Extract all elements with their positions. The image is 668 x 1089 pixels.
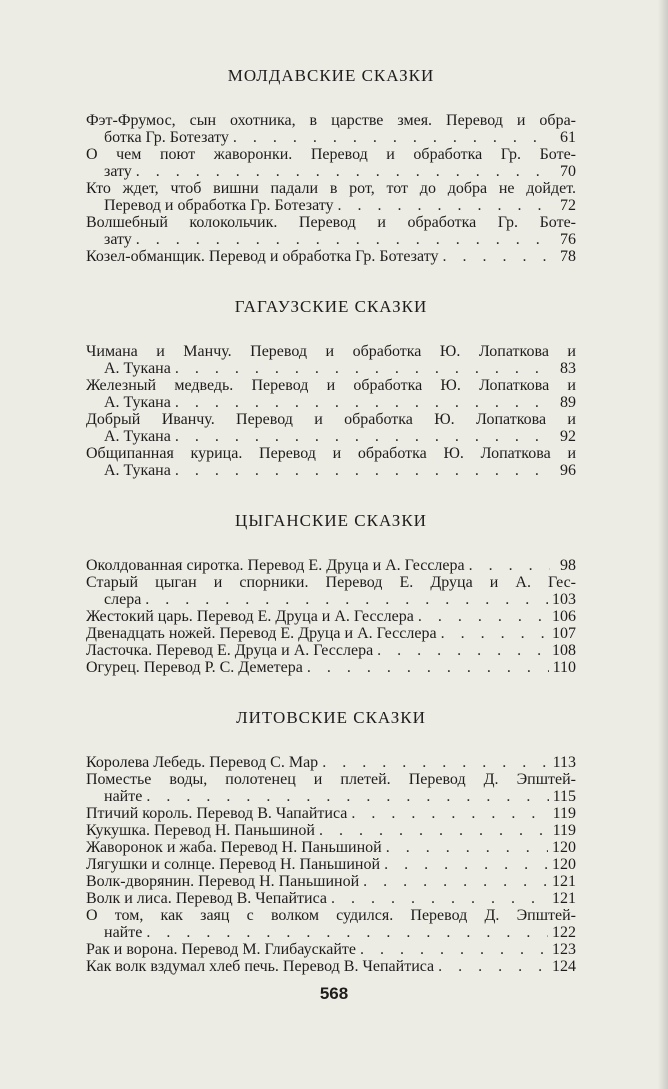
entry-last-line	[86, 890, 576, 907]
dot-leader	[384, 856, 548, 873]
entry-last-line	[86, 958, 576, 975]
dot-leader	[386, 839, 548, 856]
entry-title: ботка Гр. Ботезату	[104, 129, 229, 146]
entry-title: Рак и ворона. Перевод М. Глибаускайте	[86, 941, 356, 958]
entry-title: А. Тукана	[104, 462, 171, 479]
entry-title: слера	[104, 591, 142, 608]
entry-title-line: Волшебный колокольчик. Перевод и обработка Гр. Боте-	[86, 214, 576, 231]
entry-title-line: Общипанная курица. Перевод и обработка Ю. Лопаткова и	[86, 445, 576, 462]
entry-last-line	[86, 394, 576, 411]
toc-entry	[86, 343, 576, 377]
dot-leader	[175, 462, 550, 479]
dot-leader	[469, 557, 550, 574]
dot-leader	[441, 625, 548, 642]
entry-last-line	[86, 924, 576, 941]
toc-entry	[86, 248, 576, 265]
toc-entry	[86, 856, 576, 873]
entry-last-line	[86, 805, 576, 822]
entry-last-line	[86, 856, 576, 873]
entry-last-line	[86, 197, 576, 214]
toc-entry	[86, 214, 576, 248]
entry-title-line: О том, как заяц с волком судился. Перевод Д. Эпштей-	[86, 907, 576, 924]
entry-page-number: 119	[552, 822, 576, 839]
entry-page-number: 76	[560, 231, 576, 248]
entry-title: Жаворонок и жаба. Перевод Н. Паньшиной	[86, 839, 382, 856]
toc-entry	[86, 642, 576, 659]
entry-page-number: 83	[560, 360, 576, 377]
entry-page-number: 103	[552, 591, 576, 608]
entry-title: Ласточка. Перевод Е. Друца и А. Гесслера	[86, 642, 374, 659]
entry-title: найте	[104, 924, 143, 941]
entry-title-line: Железный медведь. Перевод и обработка Ю. Лопаткова и	[86, 377, 576, 394]
toc-entry	[86, 822, 576, 839]
entry-title-line: Чимана и Манчу. Перевод и обработка Ю. Лопаткова и	[86, 343, 576, 360]
entry-last-line	[86, 754, 576, 771]
dot-leader	[146, 788, 548, 805]
entry-last-line	[86, 163, 576, 180]
dot-leader	[418, 608, 548, 625]
entry-title-line: Старый цыган и спорники. Перевод Е. Друца и А. Гес-	[86, 574, 576, 591]
entry-title: Волк и лиса. Перевод В. Чепайтиса	[86, 890, 327, 907]
entry-page-number: 106	[552, 608, 576, 625]
entry-last-line	[86, 839, 576, 856]
entry-last-line	[86, 941, 576, 958]
dot-leader	[351, 805, 548, 822]
page-edge-shadow	[658, 0, 668, 1089]
entry-last-line	[86, 822, 576, 839]
dot-leader	[175, 394, 550, 411]
dot-leader	[331, 890, 548, 907]
entry-list	[86, 754, 576, 975]
toc-section	[86, 297, 576, 479]
entry-title: Лягушки и солнце. Перевод Н. Паньшиной	[86, 856, 381, 873]
entry-title: найте	[104, 788, 143, 805]
table-of-contents	[86, 66, 576, 975]
section-title: ГАГАУЗСКИЕ СКАЗКИ	[234, 297, 428, 316]
dot-leader	[360, 941, 548, 958]
section-title: ЛИТОВСКИЕ СКАЗКИ	[236, 708, 426, 727]
page-number: 568	[319, 984, 349, 1003]
entry-page-number: 123	[552, 941, 576, 958]
entry-page-number: 120	[552, 856, 576, 873]
entry-page-number: 92	[560, 428, 576, 445]
entry-last-line	[86, 659, 576, 676]
toc-entry	[86, 839, 576, 856]
entry-last-line	[86, 557, 576, 574]
entry-list	[86, 343, 576, 479]
entry-title: Огурец. Перевод Р. С. Деметера	[86, 659, 303, 676]
entry-title: А. Тукана	[104, 394, 171, 411]
entry-last-line	[86, 788, 576, 805]
entry-page-number: 98	[560, 557, 576, 574]
entry-last-line	[86, 642, 576, 659]
dot-leader	[233, 129, 550, 146]
entry-page-number: 89	[560, 394, 576, 411]
entry-page-number: 121	[552, 890, 576, 907]
toc-entry	[86, 890, 576, 907]
toc-entry	[86, 411, 576, 445]
entry-title: Волк-дворянин. Перевод Н. Паньшиной	[86, 873, 360, 890]
dot-leader	[175, 360, 550, 377]
entry-page-number: 120	[552, 839, 576, 856]
toc-entry	[86, 805, 576, 822]
dot-leader	[307, 659, 549, 676]
toc-entry	[86, 608, 576, 625]
entry-title: зату	[104, 163, 132, 180]
entry-title: А. Тукана	[104, 360, 171, 377]
toc-entry	[86, 112, 576, 146]
entry-page-number: 96	[560, 462, 576, 479]
entry-title: Птичий король. Перевод В. Чапайтиса	[86, 805, 348, 822]
dot-leader	[438, 958, 548, 975]
entry-title: Королева Лебедь. Перевод С. Мар	[86, 754, 319, 771]
entry-title: А. Тукана	[104, 428, 171, 445]
entry-last-line	[86, 873, 576, 890]
dot-leader	[146, 924, 548, 941]
dot-leader	[322, 754, 548, 771]
section-title: МОЛДАВСКИЕ СКАЗКИ	[227, 66, 435, 85]
entry-page-number: 70	[560, 163, 576, 180]
entry-page-number: 119	[552, 805, 576, 822]
entry-last-line	[86, 625, 576, 642]
dot-leader	[338, 197, 550, 214]
toc-entry	[86, 754, 576, 771]
dot-leader	[136, 231, 550, 248]
toc-entry	[86, 907, 576, 941]
entry-title: Как волк вздумал хлеб печь. Перевод В. Чепайтиса	[86, 958, 435, 975]
entry-title: Кукушка. Перевод Н. Паньшиной	[86, 822, 315, 839]
entry-last-line	[86, 591, 576, 608]
entry-page-number: 110	[552, 659, 576, 676]
dot-leader	[175, 428, 550, 445]
entry-title-line: Кто ждет, чтоб вишни падали в рот, тот до добра не дойдет.	[86, 180, 576, 197]
toc-entry	[86, 445, 576, 479]
toc-section	[86, 708, 576, 975]
toc-section	[86, 511, 576, 676]
entry-last-line	[86, 129, 576, 146]
dot-leader	[319, 822, 549, 839]
dot-leader	[145, 591, 548, 608]
entry-page-number: 113	[552, 754, 576, 771]
entry-last-line	[86, 360, 576, 377]
entry-title: Жестокий царь. Перевод Е. Друца и А. Гесслера	[86, 608, 414, 625]
entry-last-line	[86, 231, 576, 248]
entry-title: зату	[104, 231, 132, 248]
entry-title-line: О чем поют жаворонки. Перевод и обработка Гр. Боте-	[86, 146, 576, 163]
dot-leader	[377, 642, 548, 659]
entry-page-number: 61	[560, 129, 576, 146]
dot-leader	[363, 873, 548, 890]
toc-entry	[86, 557, 576, 574]
entry-last-line	[86, 428, 576, 445]
entry-title-line: Поместье воды, полотенец и плетей. Перевод Д. Эпштей-	[86, 771, 576, 788]
entry-title: Перевод и обработка Гр. Ботезату	[104, 197, 334, 214]
entry-last-line	[86, 608, 576, 625]
dot-leader	[136, 163, 550, 180]
entry-list	[86, 112, 576, 265]
toc-entry	[86, 146, 576, 180]
entry-title-line: Добрый Иванчу. Перевод и обработка Ю. Лопаткова и	[86, 411, 576, 428]
entry-list	[86, 557, 576, 676]
entry-page-number: 78	[560, 248, 576, 265]
toc-entry	[86, 180, 576, 214]
dot-leader	[442, 248, 550, 265]
entry-page-number: 122	[552, 924, 576, 941]
toc-section	[86, 66, 576, 265]
entry-page-number: 107	[552, 625, 576, 642]
toc-entry	[86, 958, 576, 975]
entry-last-line	[86, 248, 576, 265]
entry-page-number: 108	[552, 642, 576, 659]
toc-entry	[86, 659, 576, 676]
entry-title: Козел-обманщик. Перевод и обработка Гр. Ботезату	[86, 248, 439, 265]
toc-entry	[86, 625, 576, 642]
entry-page-number: 72	[560, 197, 576, 214]
toc-entry	[86, 377, 576, 411]
entry-title: Околдованная сиротка. Перевод Е. Друца и А. Гесслера	[86, 557, 465, 574]
toc-entry	[86, 771, 576, 805]
toc-entry	[86, 873, 576, 890]
entry-page-number: 115	[552, 788, 576, 805]
section-title: ЦЫГАНСКИЕ СКАЗКИ	[235, 511, 427, 530]
entry-title: Двенадцать ножей. Перевод Е. Друца и А. Гесслера	[86, 625, 437, 642]
toc-entry	[86, 941, 576, 958]
entry-page-number: 121	[552, 873, 576, 890]
toc-entry	[86, 574, 576, 608]
entry-title-line: Фэт-Фрумос, сын охотника, в царстве змея. Перевод и обра-	[86, 112, 576, 129]
entry-page-number: 124	[552, 958, 576, 975]
entry-last-line	[86, 462, 576, 479]
